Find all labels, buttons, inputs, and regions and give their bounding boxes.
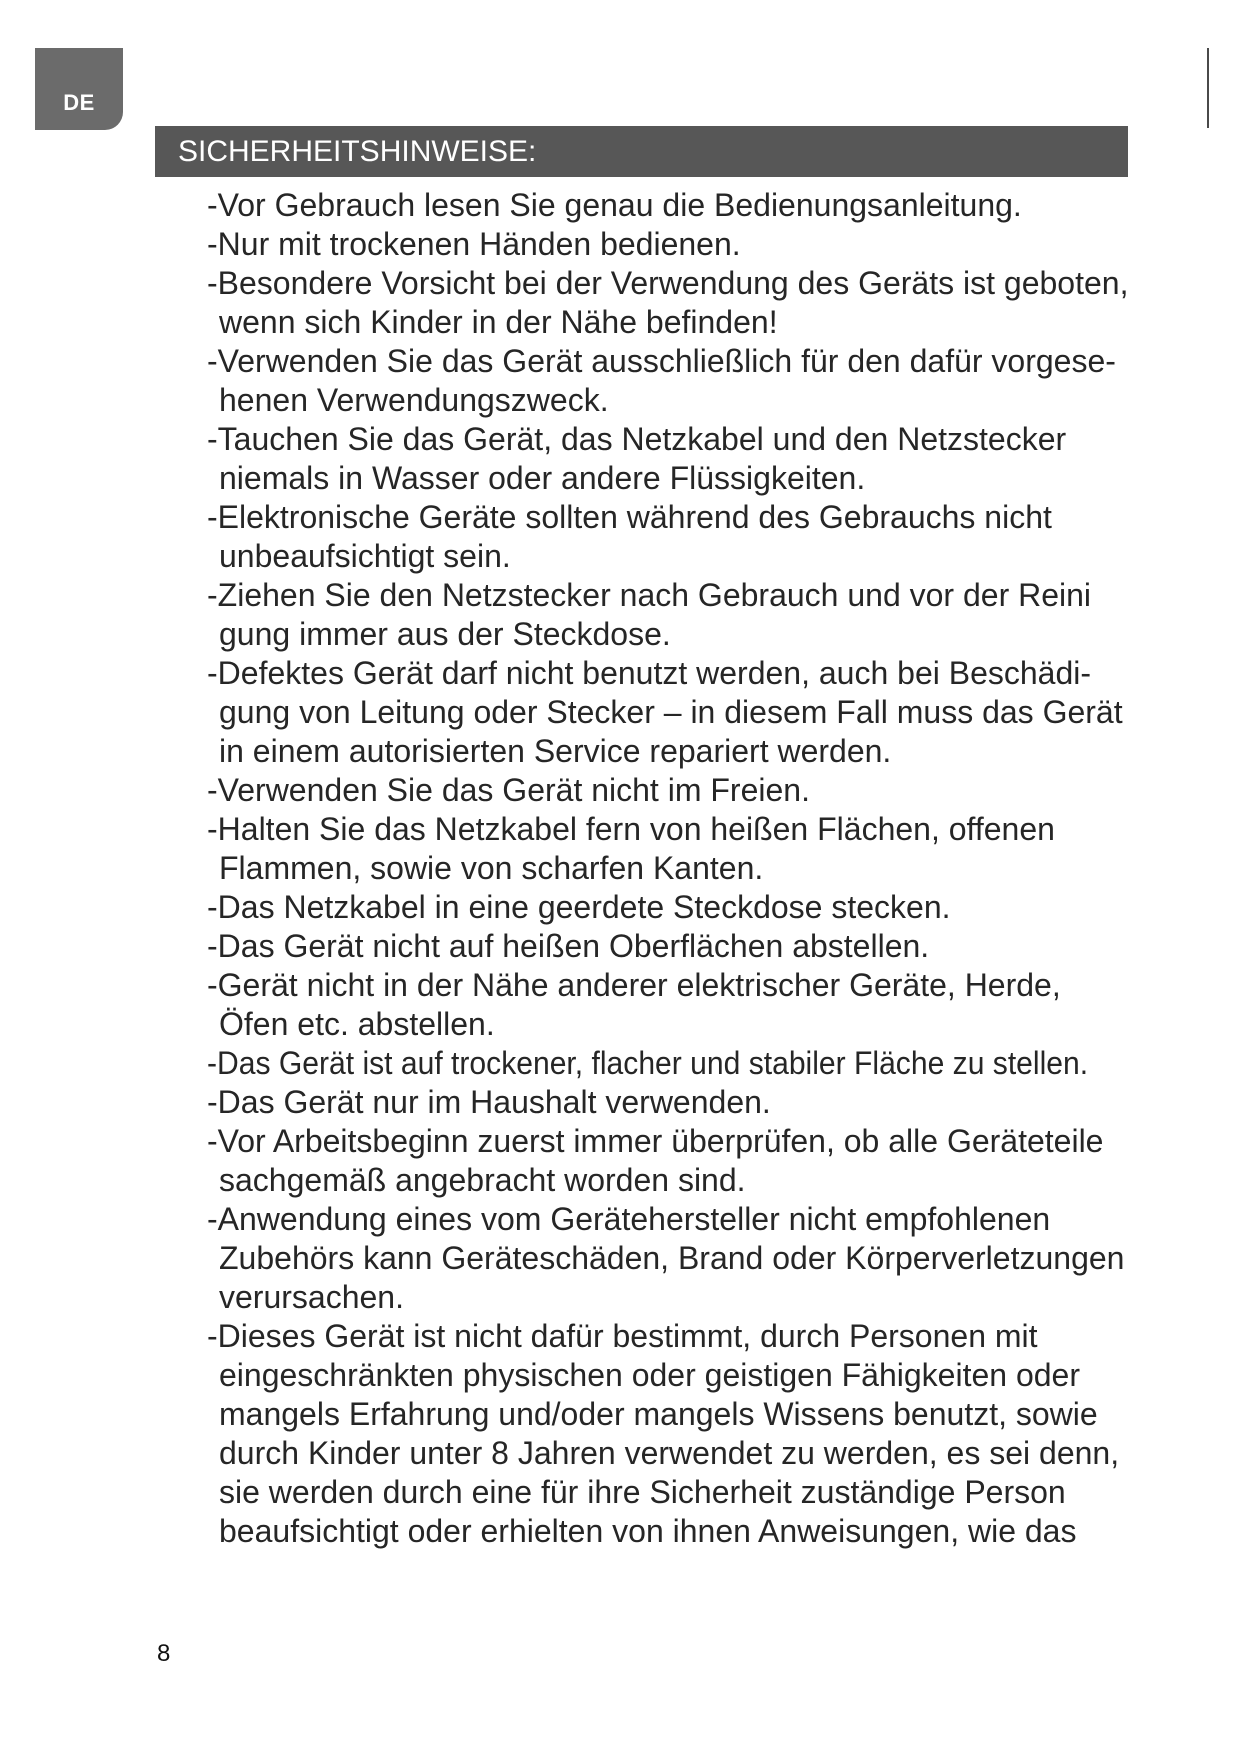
safety-item — [207, 186, 1207, 225]
item-line: durch Kinder unter 8 Jahren verwendet zu werden, es sei denn, — [219, 1435, 1120, 1471]
safety-item — [207, 927, 1207, 966]
safety-item — [207, 1122, 1207, 1200]
item-line: -Nur mit trockenen Händen bedienen. — [207, 226, 741, 262]
item-line: -Das Gerät nicht auf heißen Oberflächen abstellen. — [207, 928, 930, 964]
item-line: Flammen, sowie von scharfen Kanten. — [219, 850, 764, 886]
safety-item — [207, 225, 1207, 264]
safety-item — [207, 654, 1207, 771]
item-line: -Verwenden Sie das Gerät nicht im Freien. — [207, 772, 810, 808]
item-line: eingeschränkten physischen oder geistigen Fähigkeiten oder — [219, 1357, 1080, 1393]
safety-item — [207, 576, 1207, 654]
safety-item — [207, 420, 1207, 498]
item-line: gung von Leitung oder Stecker – in diesem Fall muss das Gerät — [219, 694, 1123, 730]
item-line: -Vor Gebrauch lesen Sie genau die Bedienungsanleitung. — [207, 187, 1022, 223]
item-line: sachgemäß angebracht worden sind. — [219, 1162, 746, 1198]
item-line: unbeaufsichtigt sein. — [219, 538, 511, 574]
item-line: -Das Gerät ist auf trockener, flacher und stabiler Fläche zu stellen. — [207, 1045, 1089, 1081]
item-line: gung immer aus der Steckdose. — [219, 616, 671, 652]
item-line: verursachen. — [219, 1279, 404, 1315]
safety-item — [207, 966, 1207, 1044]
item-line: Zubehörs kann Geräteschäden, Brand oder Körperverletzungen — [219, 1240, 1125, 1276]
safety-instructions-list — [207, 186, 1207, 1551]
safety-item — [207, 1044, 1207, 1083]
section-header-bar — [155, 126, 1128, 177]
item-line: -Verwenden Sie das Gerät ausschließlich für den dafür vorgese- — [207, 343, 1116, 379]
item-line: -Das Netzkabel in eine geerdete Steckdose stecken. — [207, 889, 951, 925]
safety-item — [207, 771, 1207, 810]
item-line: sie werden durch eine für ihre Sicherheit zuständige Person — [219, 1474, 1066, 1510]
language-tab-label: DE — [63, 90, 95, 115]
item-line: -Gerät nicht in der Nähe anderer elektrischer Geräte, Herde, — [207, 967, 1061, 1003]
safety-item — [207, 498, 1207, 576]
safety-item — [207, 888, 1207, 927]
page-number: 8 — [157, 1640, 171, 1667]
item-line: mangels Erfahrung und/oder mangels Wissens benutzt, sowie — [219, 1396, 1098, 1432]
item-line: beaufsichtigt oder erhielten von ihnen Anweisungen, wie das — [219, 1513, 1077, 1549]
safety-item — [207, 1200, 1207, 1317]
item-line: -Defektes Gerät darf nicht benutzt werden, auch bei Beschädi- — [207, 655, 1092, 691]
item-line: -Dieses Gerät ist nicht dafür bestimmt, durch Personen mit — [207, 1318, 1038, 1354]
item-line: -Besondere Vorsicht bei der Verwendung des Geräts ist geboten, — [207, 265, 1129, 301]
item-line: -Vor Arbeitsbeginn zuerst immer überprüfen, ob alle Geräteteile — [207, 1123, 1104, 1159]
item-line: wenn sich Kinder in der Nähe befinden! — [219, 304, 778, 340]
safety-item — [207, 1317, 1207, 1551]
item-line: -Ziehen Sie den Netzstecker nach Gebrauch und vor der Reini — [207, 577, 1092, 613]
safety-item — [207, 1083, 1207, 1122]
safety-item — [207, 342, 1207, 420]
item-line: -Elektronische Geräte sollten während des Gebrauchs nicht — [207, 499, 1052, 535]
item-line: -Tauchen Sie das Gerät, das Netzkabel und den Netzstecker — [207, 421, 1067, 457]
item-line: -Das Gerät nur im Haushalt verwenden. — [207, 1084, 771, 1120]
item-line: Öfen etc. abstellen. — [219, 1006, 495, 1042]
section-title: SICHERHEITSHINWEISE: — [178, 135, 537, 168]
item-line: henen Verwendungszweck. — [219, 382, 609, 418]
language-tab — [35, 48, 123, 130]
item-line: niemals in Wasser oder andere Flüssigkeiten. — [219, 460, 866, 496]
page-edge-marker — [1207, 48, 1209, 128]
item-line: in einem autorisierten Service repariert werden. — [219, 733, 892, 769]
item-line: -Halten Sie das Netzkabel fern von heißen Flächen, offenen — [207, 811, 1055, 847]
safety-item — [207, 810, 1207, 888]
item-line: -Anwendung eines vom Gerätehersteller nicht empfohlenen — [207, 1201, 1051, 1237]
safety-item — [207, 264, 1207, 342]
